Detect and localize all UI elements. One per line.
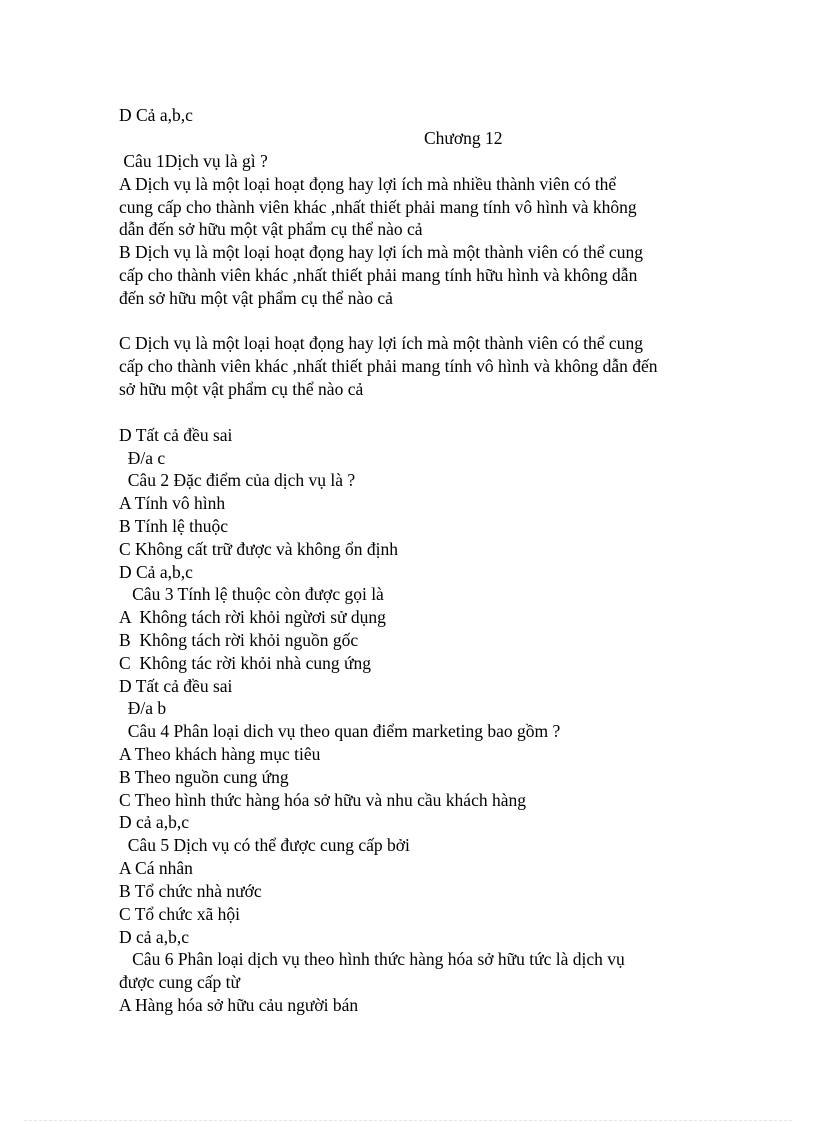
text-line: C Không cất trữ được và không ổn định: [119, 539, 399, 559]
text-line: D cả a,b,c: [119, 812, 189, 832]
text-line: C Không tác rời khỏi nhà cung ứng: [119, 653, 372, 673]
text-line: A Hàng hóa sở hữu cảu người bán: [119, 995, 359, 1015]
text-line: cấp cho thành viên khác ,nhất thiết phải mang tính vô hình và không dẫn đến: [119, 356, 658, 376]
text-line: D Tất cả đều sai: [119, 425, 233, 445]
question-line: Câu 4 Phân loại dich vụ theo quan điểm marketing bao gồm ?: [119, 721, 561, 741]
text-line: dẫn đến sở hữu một vật phẩm cụ thể nào cả: [119, 219, 423, 239]
page-bottom-divider: [24, 1120, 792, 1121]
text-line: sở hữu một vật phẩm cụ thể nào cả: [119, 379, 364, 399]
text-line: D Cả a,b,c: [119, 562, 193, 582]
text-line: B Tổ chức nhà nước: [119, 881, 262, 901]
question-line: Câu 3 Tính lệ thuộc còn được gọi là: [119, 584, 384, 604]
text-line: A Không tách rời khỏi ngừơi sử dụng: [119, 607, 386, 627]
text-line: C Tổ chức xã hội: [119, 904, 240, 924]
text-line: được cung cấp từ: [119, 972, 241, 992]
text-line: C Theo hình thức hàng hóa sở hữu và nhu cầu khách hàng: [119, 790, 526, 810]
question-line: Câu 6 Phân loại dịch vụ theo hình thức hàng hóa sở hữu tức là dịch vụ: [119, 949, 625, 969]
text-line: A Dịch vụ là một loại hoạt đọng hay lợi ích mà nhiều thành viên có thể: [119, 174, 617, 194]
text-line: đến sở hữu một vật phẩm cụ thể nào cả: [119, 288, 393, 308]
text-line: B Tính lệ thuộc: [119, 516, 229, 536]
answer-line: Đ/a c: [119, 448, 166, 468]
question-line: Câu 1Dịch vụ là gì ?: [119, 151, 268, 171]
text-line: D Tất cả đều sai: [119, 676, 233, 696]
text-line: A Tính vô hình: [119, 493, 226, 513]
text-line: A Theo khách hàng mục tiêu: [119, 744, 321, 764]
text-line: cung cấp cho thành viên khác ,nhất thiết phải mang tính vô hình và không: [119, 197, 637, 217]
text-line: B Dịch vụ là một loại hoạt đọng hay lợi ích mà một thành viên có thể cung: [119, 242, 643, 262]
text-line: B Theo nguồn cung ứng: [119, 767, 289, 787]
chapter-title: Chương 12: [424, 128, 503, 148]
text-line: D cả a,b,c: [119, 927, 189, 947]
question-line: Câu 5 Dịch vụ có thể được cung cấp bởi: [119, 835, 410, 855]
text-line: B Không tách rời khỏi nguồn gốc: [119, 630, 359, 650]
text-line: cấp cho thành viên khác ,nhất thiết phải mang tính hữu hình và không dẫn: [119, 265, 638, 285]
text-line: A Cá nhân: [119, 858, 193, 878]
text-line: C Dịch vụ là một loại hoạt đọng hay lợi ích mà một thành viên có thể cung: [119, 333, 643, 353]
answer-line: Đ/a b: [119, 698, 167, 718]
question-line: Câu 2 Đặc điểm của dịch vụ là ?: [119, 470, 356, 490]
text-line: D Cả a,b,c: [119, 105, 193, 125]
